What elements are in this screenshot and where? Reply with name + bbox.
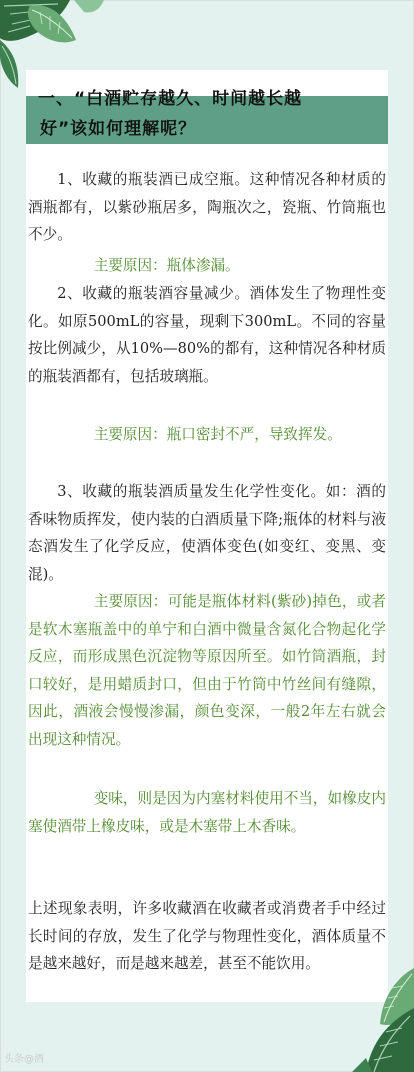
reason-leakage: 主要原因：瓶体渗漏。 [93,257,240,274]
paragraph-quality-change: 3、收藏的瓶装酒质量发生化学性变化。如：酒的香味物质挥发，使内装的白酒质量下降;瓶体的材料与液态酒发生了化学反应，使酒体变色(如变红、变黑、变混)。 [28,483,386,583]
monstera-leaf-top-left-icon [0,0,110,90]
paragraph-volume-reduced: 2、收藏的瓶装酒容量减少。酒体发生了物理性变化。如原500mL的容量，现剩下300mL。不同的容量按比例减少，从10%—80%的都有，这种情况各种材质的瓶装酒都有，包括玻璃瓶。 [28,285,386,385]
reason-poor-seal: 主要原因：瓶口密封不严，导致挥发。 [93,426,342,443]
section-title-line-1: 一、“白酒贮存越久、时间越长越 [38,89,303,109]
paragraph-taste-change: 变味，则是因为内塞材料使用不当，如橡皮内塞使酒带上橡皮味，或是木塞带上木香味。 [28,790,386,835]
paragraph-empty-bottles: 1、收藏的瓶装酒已成空瓶。这种情况各种材质的酒瓶都有，以紫砂瓶居多，陶瓶次之，瓷瓶、竹筒瓶也不少。 [28,171,386,243]
reason-chemical-reaction: 主要原因：可能是瓶体材料(紫砂)掉色，或者是软木塞瓶盖中的单宁和白酒中微量含氮化合物起化学反应，而形成黑色沉淀物等原因所至。如竹筒酒瓶，封口较好，是用蜡质封口，但由于竹筒中竹丝间有缝隙，因此，酒液会慢慢渗漏，颜色变深，一般2年左右就会出现这种情况。 [28,593,386,748]
section-title [38,84,338,144]
section-title-line-2: 好”该如何理解呢？ [40,119,197,139]
monstera-leaf-bottom-right-icon [352,968,414,1072]
watermark: 头条@酒 [4,1054,44,1065]
paragraph-conclusion: 上述现象表明，许多收藏酒在收藏者或消费者手中经过长时间的存放，发生了化学与物理性变化，酒体质量不是越来越好，而是越来越差，甚至不能饮用。 [28,900,386,972]
